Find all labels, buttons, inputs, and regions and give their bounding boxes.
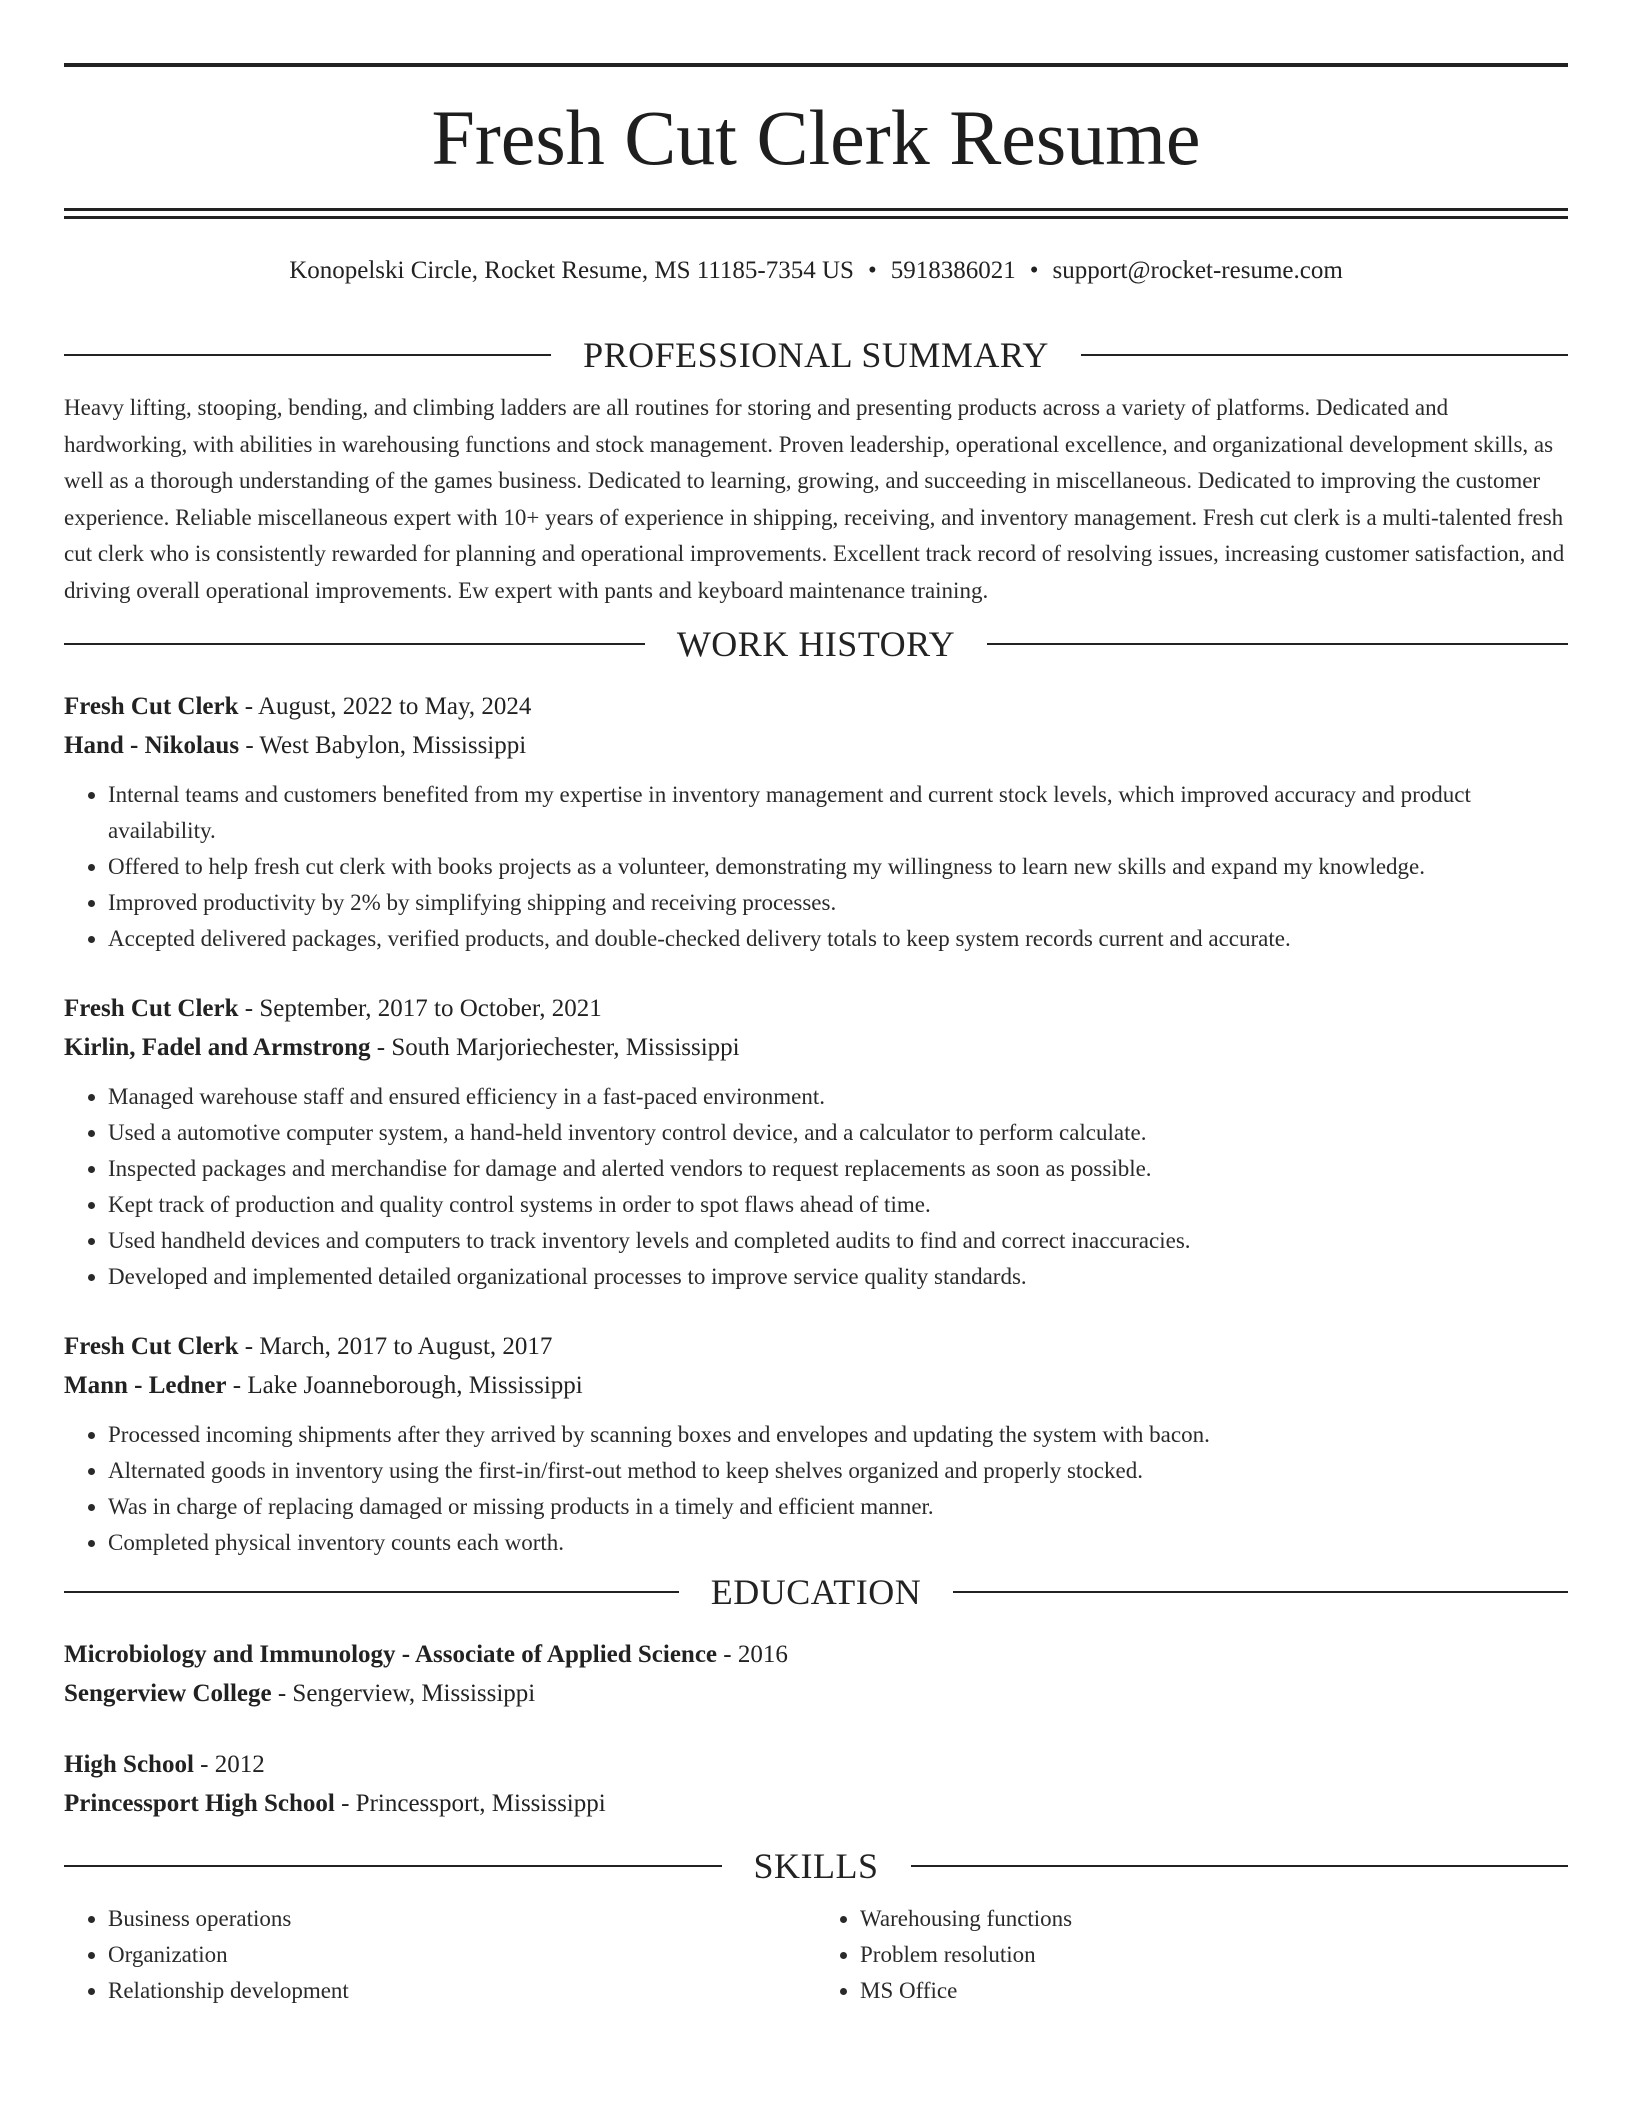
job-title-line — [64, 989, 1568, 1028]
job-dates: - March, 2017 to August, 2017 — [238, 1333, 553, 1360]
job-entry — [64, 687, 1568, 957]
education-school-line — [64, 1674, 1568, 1713]
skill-item: • Relationship development — [108, 1973, 816, 2009]
section-heading-education — [64, 1567, 1568, 1617]
education-school: Sengerview College — [64, 1680, 272, 1707]
job-bullets — [64, 1417, 1568, 1561]
job-bullets — [64, 1079, 1568, 1295]
job-bullet: • Offered to help fresh cut clerk with books projects as a volunteer, demonstrating my willingness to learn new skills and expand my knowledge. — [108, 849, 1568, 885]
contact-email: support@rocket-resume.com — [1052, 257, 1343, 284]
skill-item: • Problem resolution — [860, 1937, 1568, 1973]
education-degree: Microbiology and Immunology - Associate of Applied Science — [64, 1641, 718, 1668]
section-heading-skills — [64, 1841, 1568, 1891]
job-title: Fresh Cut Clerk — [64, 1333, 239, 1360]
section-heading-work — [64, 619, 1568, 669]
education-entry — [64, 1745, 1568, 1823]
summary-paragraph: Heavy lifting, stooping, bending, and climbing ladders are all routines for storing and presenting products across a variety of platforms. Dedicated and hardworking, with abilities in warehousing functions and stock management. Proven leadership, operational excellence, and organizational development skills, as well as a thorough understanding of the games business. Dedicated to learning, growing, and succeeding in miscellaneous. Dedicated to improving the customer experience. Reliable miscellaneous expert with 10+ years of experience in shipping, receiving, and inventory management. Fresh cut clerk is a multi-talented fresh cut clerk who is consistently rewarded for planning and operational improvements. Excellent track record of resolving issues, increasing customer satisfaction, and driving overall operational improvements. Ew expert with pants and keyboard maintenance training. — [64, 395, 1565, 603]
job-bullet: • Improved productivity by 2% by simplifying shipping and receiving processes. — [108, 885, 1568, 921]
contact-separator: • — [1029, 257, 1039, 284]
job-location: - West Babylon, Mississippi — [239, 732, 527, 759]
education-degree-line — [64, 1635, 1568, 1674]
job-dates: - August, 2022 to May, 2024 — [238, 693, 532, 720]
job-bullet: • Inspected packages and merchandise for damage and alerted vendors to request replacements as soon as possible. — [108, 1151, 1568, 1187]
job-employer: Kirlin, Fadel and Armstrong — [64, 1034, 371, 1061]
job-entry — [64, 1327, 1568, 1561]
job-bullet: • Was in charge of replacing damaged or missing products in a timely and efficient manner. — [108, 1489, 1568, 1525]
job-title-line — [64, 1327, 1568, 1366]
section-title: PROFESSIONAL SUMMARY — [583, 335, 1049, 375]
skill-item: • Business operations — [108, 1901, 816, 1937]
resume-body — [64, 330, 1568, 2009]
education-degree-line — [64, 1745, 1568, 1784]
education-location: - Sengerview, Mississippi — [271, 1680, 536, 1707]
job-employer: Mann - Ledner — [64, 1372, 227, 1399]
job-title: Fresh Cut Clerk — [64, 693, 239, 720]
job-bullet: • Processed incoming shipments after they arrived by scanning boxes and envelopes and updating the system with bacon. — [108, 1417, 1568, 1453]
section-heading-summary — [64, 330, 1568, 380]
job-bullet: • Completed physical inventory counts each worth. — [108, 1525, 1568, 1561]
section-title: EDUCATION — [710, 1572, 922, 1612]
job-bullet: • Kept track of production and quality control systems in order to spot flaws ahead of time. — [108, 1187, 1568, 1223]
heading-rule — [64, 1865, 722, 1867]
skills-list — [64, 1901, 1568, 2009]
education-school: Princessport High School — [64, 1790, 335, 1817]
job-location: - South Marjoriechester, Mississippi — [370, 1034, 740, 1061]
contact-address: Konopelski Circle, Rocket Resume, MS 11185-7354 US — [289, 257, 854, 284]
education-location: - Princessport, Mississippi — [334, 1790, 606, 1817]
contact-separator: • — [867, 257, 877, 284]
contact-phone: 5918386021 — [890, 257, 1016, 284]
job-bullet: • Developed and implemented detailed organizational processes to improve service quality standards. — [108, 1259, 1568, 1295]
job-bullet: • Internal teams and customers benefited from my expertise in inventory management and current stock levels, which improved accuracy and product availability. — [108, 777, 1568, 849]
heading-rule — [1081, 354, 1568, 356]
job-title: Fresh Cut Clerk — [64, 995, 239, 1022]
skill-item: • Organization — [108, 1937, 816, 1973]
job-employer: Hand - Nikolaus — [64, 732, 240, 759]
resume-title: Fresh Cut Clerk Resume — [431, 94, 1201, 181]
job-entry — [64, 989, 1568, 1295]
section-title: SKILLS — [753, 1846, 879, 1886]
contact-line — [64, 254, 1568, 288]
job-bullets — [64, 777, 1568, 957]
job-dates: - September, 2017 to October, 2021 — [238, 995, 602, 1022]
job-employer-line — [64, 726, 1568, 765]
section-title: WORK HISTORY — [676, 624, 956, 664]
education-degree: High School — [64, 1751, 194, 1778]
job-employer-line — [64, 1366, 1568, 1405]
education-year: - 2012 — [193, 1751, 265, 1778]
education-school-line — [64, 1784, 1568, 1823]
heading-rule — [64, 354, 551, 356]
heading-rule — [953, 1591, 1568, 1593]
job-bullet: • Used handheld devices and computers to track inventory levels and completed audits to find and correct inaccuracies. — [108, 1223, 1568, 1259]
skill-item: • Warehousing functions — [860, 1901, 1568, 1937]
job-employer-line — [64, 1028, 1568, 1067]
heading-rule — [64, 1591, 679, 1593]
skills-column-left — [64, 1901, 816, 2009]
job-bullet: • Managed warehouse staff and ensured efficiency in a fast-paced environment. — [108, 1079, 1568, 1115]
job-bullet: • Accepted delivered packages, verified products, and double-checked delivery totals to keep system records current and accurate. — [108, 921, 1568, 957]
job-location: - Lake Joanneborough, Mississippi — [226, 1372, 583, 1399]
title-double-rule — [64, 208, 1568, 219]
heading-rule — [987, 643, 1568, 645]
heading-rule — [911, 1865, 1569, 1867]
skills-column-right — [816, 1901, 1568, 2009]
heading-rule — [64, 643, 645, 645]
education-year: - 2016 — [717, 1641, 788, 1668]
job-bullet: • Used a automotive computer system, a hand-held inventory control device, and a calculator to perform calculate. — [108, 1115, 1568, 1151]
job-bullet: • Alternated goods in inventory using the first-in/first-out method to keep shelves organized and properly stocked. — [108, 1453, 1568, 1489]
skill-item: • MS Office — [860, 1973, 1568, 2009]
education-entry — [64, 1635, 1568, 1713]
job-title-line — [64, 687, 1568, 726]
top-rule — [64, 63, 1568, 67]
